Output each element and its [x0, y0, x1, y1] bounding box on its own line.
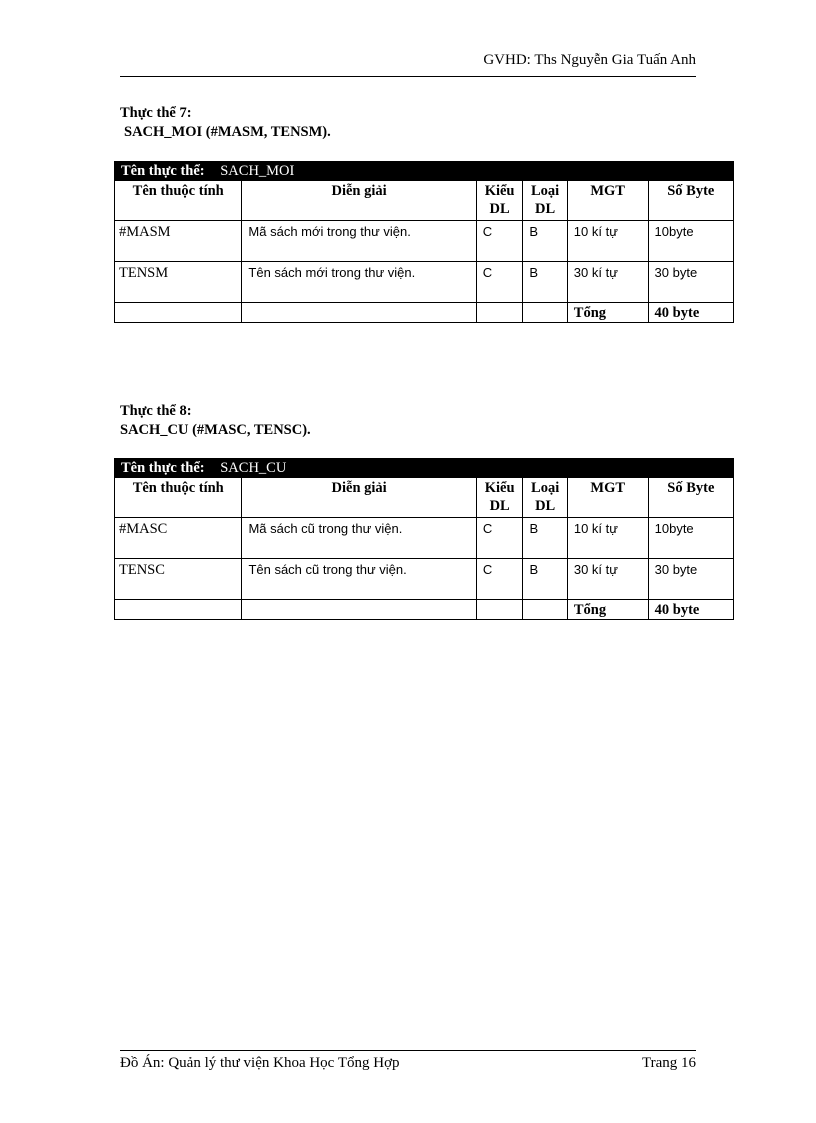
cell-type: C: [476, 559, 523, 600]
cell-desc: Tên sách mới trong thư viện.: [242, 262, 476, 303]
col-kind-line1: Loại: [531, 480, 560, 496]
col-type-line1: Kiểu: [484, 480, 515, 496]
col-bytes-header: Số Byte: [648, 478, 733, 518]
cell-kind: B: [523, 262, 567, 303]
cell-empty: [476, 303, 523, 323]
footer-title: Đồ Án: Quản lý thư viện Khoa Học Tổng Hợp: [120, 1055, 400, 1071]
cell-bytes: 30 byte: [648, 559, 733, 600]
title-label: Tên thực thể:: [121, 163, 205, 179]
table-row: [115, 559, 734, 600]
cell-attr: TENSM: [115, 262, 242, 303]
cell-bytes: 10byte: [648, 518, 733, 559]
cell-type: C: [476, 221, 523, 262]
entity-table-2: [114, 458, 734, 620]
cell-mgt: 30 kí tự: [567, 559, 648, 600]
table-row: [115, 518, 734, 559]
entity-number: Thực thể 8:: [120, 403, 192, 419]
col-kind-header: [523, 181, 567, 221]
page-footer: [120, 1050, 696, 1071]
table-header-row: [115, 478, 734, 518]
col-kind-header: [523, 478, 567, 518]
table-row: [115, 221, 734, 262]
cell-empty: [242, 600, 476, 620]
header-text: GVHD: Ths Nguyễn Gia Tuấn Anh: [483, 52, 696, 68]
col-desc-header: Diễn giải: [242, 478, 476, 518]
entity-name: SACH_MOI: [220, 163, 295, 179]
table-total-row: [115, 303, 734, 323]
cell-empty: [242, 303, 476, 323]
cell-mgt: 10 kí tự: [567, 518, 648, 559]
cell-type: C: [476, 262, 523, 303]
entity-heading-2: [120, 402, 311, 440]
col-type-header: [476, 478, 523, 518]
cell-empty: [523, 600, 567, 620]
total-value: 40 byte: [648, 303, 733, 323]
col-kind-line2: DL: [535, 201, 556, 217]
table-total-row: [115, 600, 734, 620]
cell-empty: [115, 303, 242, 323]
col-kind-line2: DL: [535, 498, 556, 514]
col-type-line1: Kiểu: [484, 183, 515, 199]
cell-empty: [523, 303, 567, 323]
table-title: [115, 459, 734, 478]
table-title: [115, 162, 734, 181]
table-title-row: [115, 162, 734, 181]
col-kind-line1: Loại: [531, 183, 560, 199]
cell-bytes: 10byte: [648, 221, 733, 262]
col-attr-header: Tên thuộc tính: [115, 478, 242, 518]
cell-desc: Mã sách mới trong thư viện.: [242, 221, 476, 262]
entity-schema: SACH_MOI (#MASM, TENSM).: [124, 124, 331, 140]
entity-name: SACH_CU: [220, 460, 287, 476]
table-row: [115, 262, 734, 303]
col-type-line2: DL: [489, 498, 510, 514]
col-type-header: [476, 181, 523, 221]
col-attr-header: Tên thuộc tính: [115, 181, 242, 221]
cell-desc: Mã sách cũ trong thư viện.: [242, 518, 476, 559]
total-value: 40 byte: [648, 600, 733, 620]
total-label: Tổng: [567, 303, 648, 323]
cell-mgt: 10 kí tự: [567, 221, 648, 262]
title-label: Tên thực thể:: [121, 460, 205, 476]
cell-mgt: 30 kí tự: [567, 262, 648, 303]
total-label: Tổng: [567, 600, 648, 620]
cell-empty: [115, 600, 242, 620]
col-type-line2: DL: [489, 201, 510, 217]
cell-attr: TENSC: [115, 559, 242, 600]
col-bytes-header: Số Byte: [648, 181, 733, 221]
entity-number: Thực thể 7:: [120, 105, 192, 121]
cell-kind: B: [523, 518, 567, 559]
col-desc-header: Diễn giải: [242, 181, 476, 221]
entity-heading-1: [120, 104, 331, 142]
cell-bytes: 30 byte: [648, 262, 733, 303]
cell-desc: Tên sách cũ trong thư viện.: [242, 559, 476, 600]
cell-kind: B: [523, 221, 567, 262]
cell-empty: [476, 600, 523, 620]
entity-table-1: [114, 161, 734, 323]
col-mgt-header: MGT: [567, 181, 648, 221]
col-mgt-header: MGT: [567, 478, 648, 518]
page-number: Trang 16: [641, 1055, 696, 1071]
table-header-row: [115, 181, 734, 221]
table-title-row: [115, 459, 734, 478]
cell-type: C: [476, 518, 523, 559]
page-header: [120, 52, 696, 77]
cell-attr: #MASM: [115, 221, 242, 262]
cell-attr: #MASC: [115, 518, 242, 559]
entity-schema: SACH_CU (#MASC, TENSC).: [120, 422, 311, 438]
cell-kind: B: [523, 559, 567, 600]
